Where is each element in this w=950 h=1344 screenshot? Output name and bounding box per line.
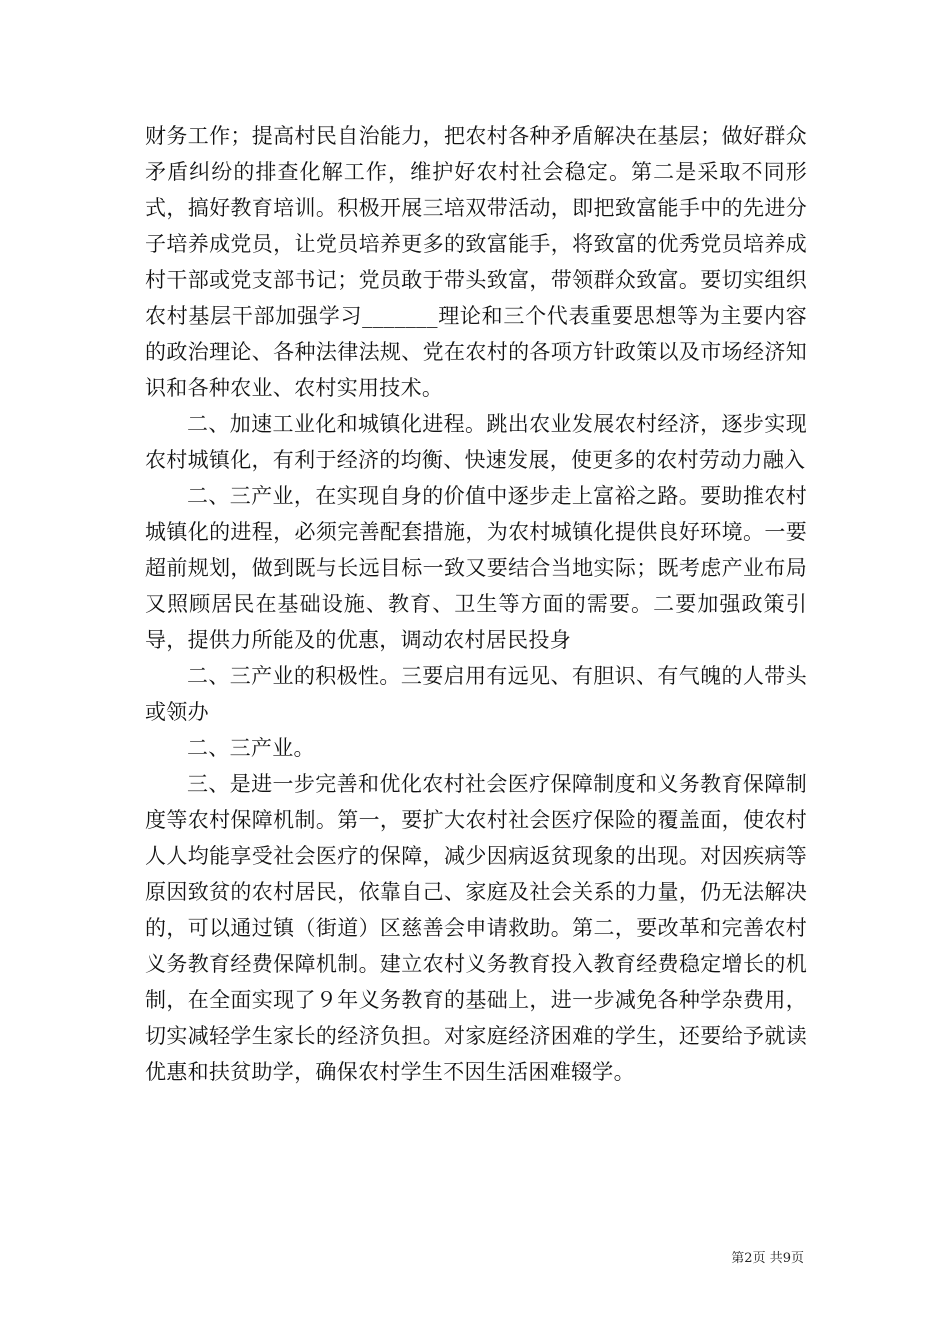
page-number: 2 (744, 1251, 753, 1266)
paragraph-2: 二、加速工业化和城镇化进程。跳出农业发展农村经济，逐步实现农村城镇化，有利于经济的均衡、快速发展，使更多的农村劳动力融入 (145, 412, 807, 472)
paragraph-4: 二、三产业的积极性。三要启用有远见、有胆识、有气魄的人带头或领办 (145, 664, 807, 724)
page-suffix: 页 (790, 1251, 804, 1266)
page-middle: 页 共 (752, 1251, 783, 1266)
paragraph-3: 二、三产业，在实现自身的价值中逐步走上富裕之路。要助推农村城镇化的进程，必须完善配套措施，为农村城镇化提供良好环境。一要超前规划，做到既与长远目标一致又要结合当地实际；既考虑产业布局又照顾居民在基础设施、教育、卫生等方面的需要。二要加强政策引导，提供力所能及的优惠，调动农村居民投身 (145, 484, 807, 652)
page-footer (731, 1247, 804, 1266)
paragraph-6: 三、是进一步完善和优化农村社会医疗保障制度和义务教育保障制度等农村保障机制。第一，要扩大农村社会医疗保险的覆盖面，使农村人人均能享受社会医疗的保障，减少因病返贫现象的出现。对因疾病等原因致贫的农村居民，依靠自己、家庭及社会关系的力量，仍无法解决的，可以通过镇（街道）区慈善会申请救助。第二，要改革和完善农村义务教育经费保障机制。建立农村义务教育投入教育经费稳定增长的机制，在全面实现了９年义务教育的基础上，进一步减免各种学杂费用，切实减轻学生家长的经济负担。对家庭经济困难的学生，还要给予就读优惠和扶贫助学，确保农村学生不因生活困难辍学。 (145, 772, 807, 1084)
paragraph-1: 财务工作；提高村民自治能力，把农村各种矛盾解决在基层；做好群众矛盾纠纷的排查化解工作，维护好农村社会稳定。第二是采取不同形式，搞好教育培训。积极开展三培双带活动，即把致富能手中的先进分子培养成党员，让党员培养更多的致富能手，将致富的优秀党员培养成村干部或党支部书记；党员敢于带头致富，带领群众致富。要切实组织农村基层干部加强学习_______理论和三个代表重要思想等为主要内容的政治理论、各种法律法规、党在农村的各项方针政策以及市场经济知识和各种农业、农村实用技术。 (145, 124, 807, 400)
paragraph-5: 二、三产业。 (187, 736, 315, 760)
page-prefix: 第 (731, 1251, 745, 1266)
document-body (145, 118, 807, 1090)
page-total: 9 (782, 1251, 791, 1266)
